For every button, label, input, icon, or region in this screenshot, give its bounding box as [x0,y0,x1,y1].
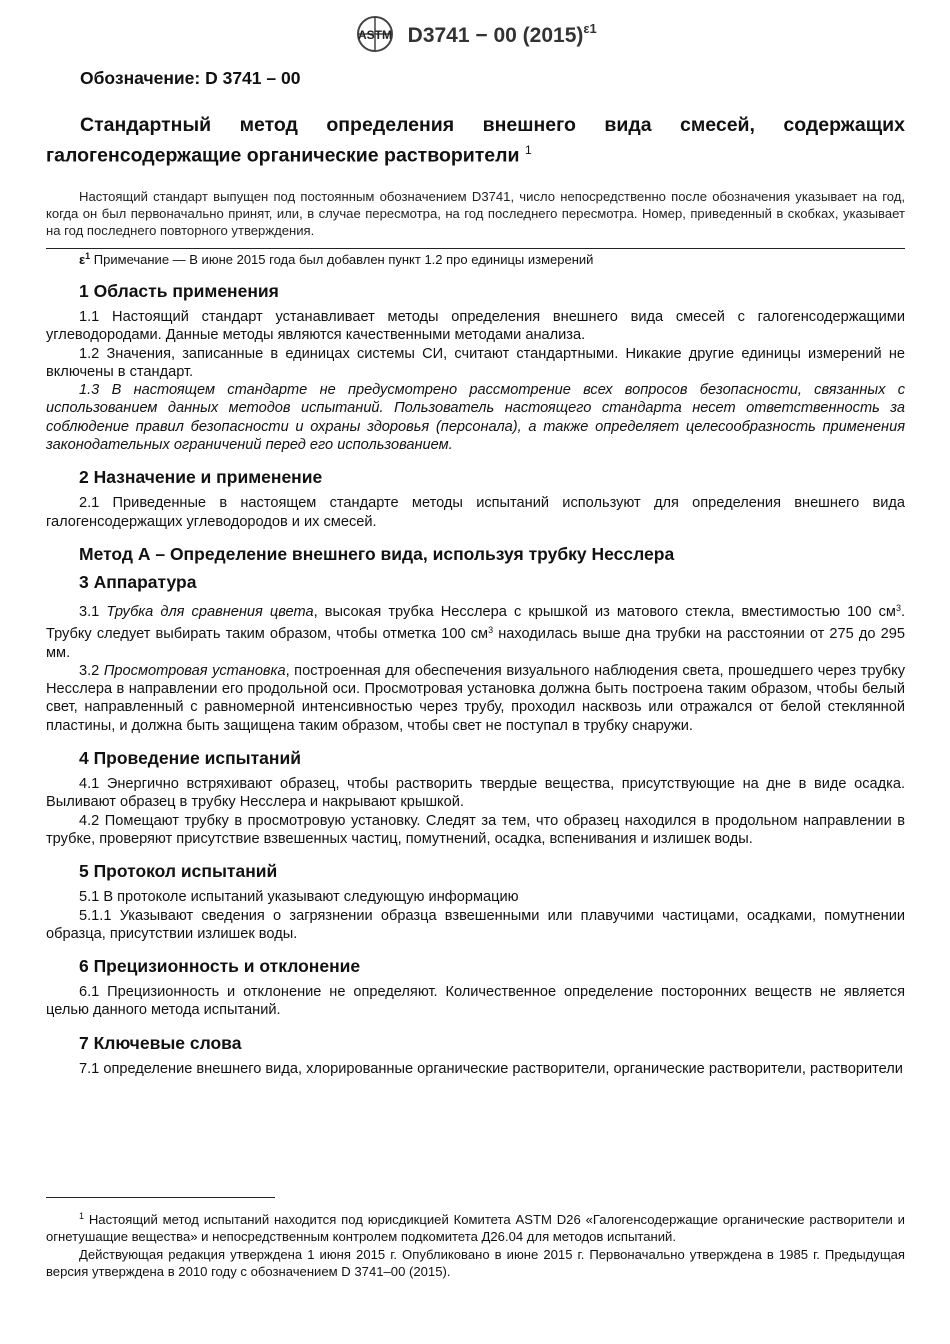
section-7 [46,1032,905,1078]
section-heading: 7 Ключевые слова [79,1032,242,1053]
paragraph-5-1: 5.1 В протоколе испытаний указывают следующую информацию [79,889,519,906]
superscript: 3 [895,602,901,613]
section-6 [46,955,905,1020]
section-heading: 6 Прецизионность и отклонение [79,956,361,977]
section-1 [46,280,905,454]
paragraph-1-1: 1.1 Настоящий стандарт устанавливает методы определения внешнего вида смесей с галогенсодержащими углеводородами. Данные методы являются качественными методами анализа. [46,309,905,344]
footnote-number: 1 [79,1211,85,1221]
paragraph-3-2 [46,662,905,735]
designation-code [408,21,597,48]
paragraph-3-1 [46,599,905,662]
section-heading: 3 Аппаратура [79,571,197,592]
footnote-1 [46,1208,905,1245]
note-mark: ε [79,252,86,267]
method-a-heading: Метод А – Определение внешнего вида, используя трубку Несслера [79,543,675,564]
epsilon-mark: ε1 [583,20,597,36]
term: Трубка для сравнения цвета [106,603,314,620]
logo-lettering: ASTM [358,28,393,42]
paragraph-4-1: 4.1 Энергично встряхивают образец, чтобы растворить твердые вещества, присутствующие на дне в виде осадка. Выливают образец в трубку Несслера и накрывают крышкой. [46,776,905,811]
page-header [0,14,950,54]
paragraph-6-1: 6.1 Прецизионность и отклонение не определяют. Количественное определение посторонних веществ не является целью данного метода испытаний. [46,984,905,1019]
superscript: 3 [488,625,494,636]
para-number: 3.2 [79,662,104,679]
para-text: , построенная для обеспечения визуального наблюдения света, прошедшего через трубку Несслера в направлении его продольной оси. Просмотровая установка должна быть построена таким образом, чтобы белый свет, направленный с равномерной интенсивностью через трубу, проходил насквозь или отражался от белой стеклянной пластины, и должна быть защищена таким образом, чтобы свет не поступал в трубку снаружи. [46,662,905,734]
paragraph-2-1: 2.1 Приведенные в настоящем стандарте методы испытаний используют для определения внешнего вида галогенсодержащих углеводородов и их смесей. [46,495,905,530]
section-5 [46,860,905,943]
para-number: 3.1 [79,603,107,620]
paragraph-7-1: 7.1 определение внешнего вида, хлорированные органические растворители, органические растворители, растворители [79,1060,903,1077]
note-mark-sup: 1 [85,251,91,261]
section-2 [46,466,905,531]
term: Просмотровая установка [103,662,286,679]
editorial-note [79,251,593,267]
astm-logo-icon [353,14,397,54]
title-footnote-ref: 1 [524,143,532,157]
footnote [46,1208,905,1282]
section-heading: 2 Назначение и применение [79,467,323,488]
note-text: Примечание — В июне 2015 года был добавлен пункт 1.2 про единицы измерений [90,252,594,267]
para-text: находилась выше дна трубки на расстоянии от 275 до 295 мм. [46,626,905,661]
intro-paragraph: Настоящий стандарт выпущен под постоянным обозначением D3741, число непосредственно после обозначения указывает на год, когда он был первоначально принят, или, в случае пересмотра, на год последнего пересмотра. Номер, приведенный в скобках, указывает на год последнего повторного утверждения. [46,189,905,238]
footnote-2: Действующая редакция утверждена 1 июня 2015 г. Опубликовано в июне 2015 г. Первоначально утверждена в 1985 г. Предыдущая версия утверждена в 2010 году с обозначением D 3741–00 (2015). [46,1247,905,1279]
designation-code-text: D3741 − 00 (2015) [407,23,584,47]
paragraph-4-2: 4.2 Помещают трубку в просмотровую установку. Следят за тем, что образец находился в продольном направлении в трубке, проверяют присутствие взвешенных частиц, помутнений, осадка, вспенивания и излишек воды. [46,812,905,847]
section-heading: 1 Область применения [79,281,279,301]
section-4 [46,747,905,848]
section-heading: 5 Протокол испытаний [79,861,278,882]
section-3 [46,571,905,735]
divider [46,248,905,249]
footnote-text: Настоящий метод испытаний находится под юрисдикцией Комитета ASTM D26 «Галогенсодержащие органические растворители и огнетушащие вещества» и непосредственным контролем подкомитета Д26.04 для методов испытаний. [46,1212,905,1244]
paragraph-1-2: 1.2 Значения, записанные в единицах системы СИ, считают стандартными. Никакие другие единицы измерений не включены в стандарт. [46,345,905,380]
title-text: Стандартный метод определения внешнего вида смесей, содержащих галогенсодержащие органические растворители [46,114,905,167]
para-text: . Трубку следует выбирать таким образом, чтобы отметка 100 см [46,603,906,643]
page-title [46,113,905,169]
footnote-divider [46,1197,275,1198]
section-heading: 4 Проведение испытаний [79,748,301,769]
para-text: , высокая трубка Несслера с крышкой из матового стекла, вместимостью 100 см [313,603,896,620]
paragraph-1-3: 1.3 В настоящем стандарте не предусмотрено рассмотрение всех вопросов безопасности, связанных с использованием данных методов испытаний. Пользователь настоящего стандарта несет ответственность за соблюдение правил безопасности и охраны здоровья (персонала), а также определяет целесообразность применения законодательных ограничений перед его использованием. [46,382,905,454]
main-content [46,280,905,1090]
method-a [46,543,905,565]
designation-line: Обозначение: D 3741 – 00 [80,68,301,88]
paragraph-5-1-1: 5.1.1 Указывают сведения о загрязнении образца взвешенными или плавучими частицами, осадками, помутнении образца, присутствии излишек воды. [46,907,905,942]
